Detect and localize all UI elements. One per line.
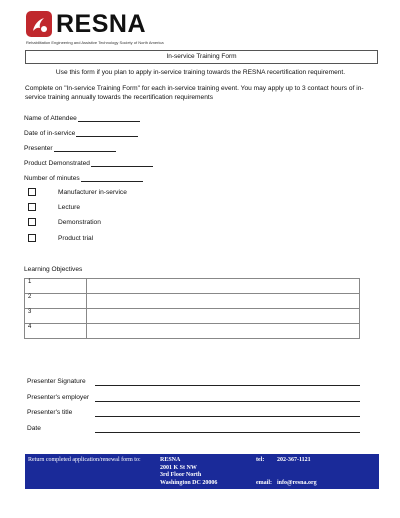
tel-label: tel: — [256, 457, 265, 463]
attendee-name-field — [24, 114, 140, 122]
table-row — [25, 279, 360, 294]
objective-input[interactable] — [87, 309, 360, 324]
objective-number: 4 — [25, 324, 87, 339]
email-address[interactable]: info@resna.org — [277, 479, 317, 486]
learning-objectives-label: Learning Objectives — [24, 266, 83, 273]
org-tagline: Rehabilitation Engineering and Assistive Technology Society of North America — [26, 40, 164, 45]
resna-logo-mark-icon — [26, 11, 52, 37]
objective-number: 1 — [25, 279, 87, 294]
table-row — [25, 309, 360, 324]
manufacturer-checkbox[interactable] — [28, 188, 36, 196]
objective-number: 3 — [25, 309, 87, 324]
attendee-name-label: Name of Attendee — [24, 115, 77, 122]
learning-objectives-table — [24, 278, 360, 339]
table-row — [25, 324, 360, 339]
intro-line-1: Use this form if you plan to apply in-service training towards the RESNA recertification requirement. — [55, 69, 346, 76]
return-instructions: Return completed application/renewal form to: — [28, 457, 141, 463]
objective-input[interactable] — [87, 279, 360, 294]
minutes-field — [24, 174, 143, 182]
inservice-date-label: Date of in-service — [24, 130, 76, 137]
return-address-footer — [25, 454, 379, 489]
product-label: Product Demonstrated — [24, 160, 90, 167]
presenter-employer-input[interactable] — [95, 401, 360, 402]
form-title: In-service Training Form — [25, 50, 378, 64]
minutes-input[interactable] — [81, 174, 143, 182]
product-field — [24, 159, 153, 167]
demonstration-checkbox[interactable] — [28, 218, 36, 226]
inservice-date-field — [24, 129, 138, 137]
presenter-title-input[interactable] — [95, 416, 360, 417]
date-input[interactable] — [95, 432, 360, 433]
checkbox-row-manufacturer — [28, 188, 127, 196]
manufacturer-label: Manufacturer in-service — [58, 188, 127, 196]
table-row — [25, 294, 360, 309]
checkbox-row-demonstration — [28, 218, 101, 226]
tel-number: 202-367-1121 — [277, 457, 311, 463]
address-line-4: Washington DC 20006 — [160, 479, 218, 486]
inservice-date-input[interactable] — [76, 129, 138, 137]
checkbox-row-lecture — [28, 203, 80, 211]
lecture-label: Lecture — [58, 203, 80, 211]
checkbox-row-product-trial — [28, 234, 93, 242]
email-label: email: — [256, 479, 272, 486]
product-trial-label: Product trial — [58, 234, 94, 242]
product-trial-checkbox[interactable] — [28, 234, 36, 242]
date-label: Date — [27, 425, 41, 432]
presenter-signature-label: Presenter Signature — [27, 378, 86, 385]
address-line-1: RESNA — [160, 457, 181, 463]
org-name: RESNA — [56, 10, 147, 38]
presenter-field — [24, 144, 116, 152]
demonstration-label: Demonstration — [58, 218, 101, 226]
lecture-checkbox[interactable] — [28, 203, 36, 211]
objective-input[interactable] — [87, 324, 360, 339]
presenter-label: Presenter — [24, 145, 53, 152]
presenter-input[interactable] — [54, 144, 116, 152]
address-line-2: 2001 K St NW — [160, 464, 197, 471]
product-input[interactable] — [91, 159, 153, 167]
intro-line-2: Complete on "In-service Training Form" for each in-service training event. You may apply up to 3 contact hours of in-service training annually towards the recertification requirements — [25, 85, 364, 101]
address-line-3: 3rd Floor North — [160, 472, 202, 478]
presenter-title-label: Presenter's title — [27, 409, 73, 416]
objective-input[interactable] — [87, 294, 360, 309]
attendee-name-input[interactable] — [78, 114, 140, 122]
presenter-signature-input[interactable] — [95, 385, 360, 386]
minutes-label: Number of minutes — [24, 175, 80, 182]
presenter-employer-label: Presenter's employer — [27, 394, 90, 401]
objective-number: 2 — [25, 294, 87, 309]
